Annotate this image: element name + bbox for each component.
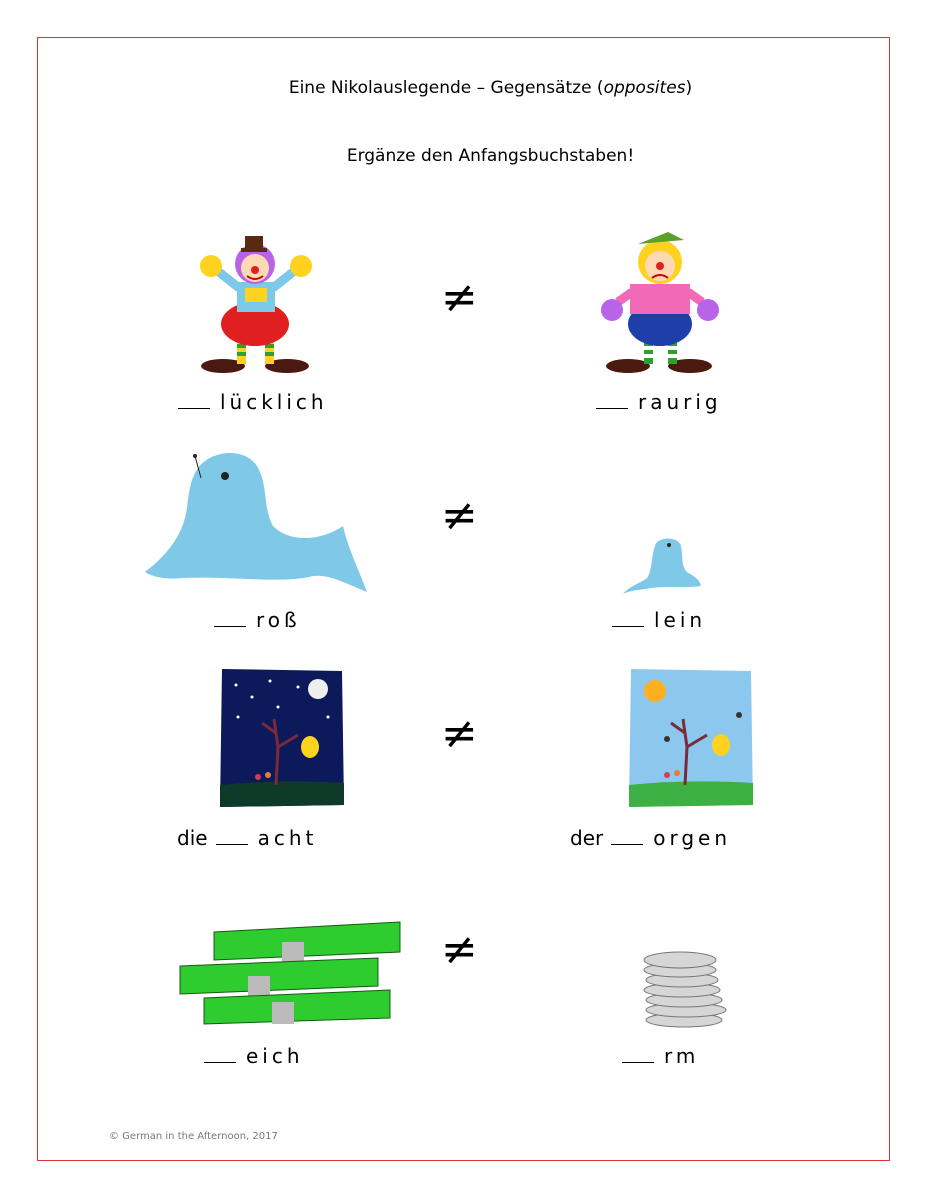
big-seal-image — [143, 448, 368, 594]
letter-blank[interactable] — [622, 1048, 654, 1063]
not-equal-symbol-3: ≠ — [441, 708, 478, 759]
word-left-3: die acht — [177, 826, 318, 850]
small-seal-image — [617, 536, 703, 594]
word-left-1: lücklich — [178, 390, 328, 414]
word-right-4: rm — [622, 1044, 699, 1068]
word-left-2: roß — [214, 608, 301, 632]
happy-clown-image — [195, 232, 320, 374]
night-scene-image — [218, 667, 346, 809]
letter-blank[interactable] — [216, 830, 248, 845]
word-left-4: eich — [204, 1044, 304, 1068]
coin-stack-image — [640, 950, 730, 1028]
word-right-3: der orgen — [570, 826, 732, 850]
letter-blank[interactable] — [612, 612, 644, 627]
letter-blank[interactable] — [214, 612, 246, 627]
page-title: Eine Nikolauslegende – Gegensätze (opposites) — [288, 78, 693, 98]
morning-scene-image — [627, 667, 755, 809]
money-stacks-image — [178, 920, 402, 1026]
letter-blank[interactable] — [204, 1048, 236, 1063]
not-equal-symbol-1: ≠ — [441, 272, 478, 323]
letter-blank[interactable] — [611, 830, 643, 845]
word-right-2: lein — [612, 608, 706, 632]
instruction-text: Ergänze den Anfangsbuchstaben! — [346, 146, 635, 166]
not-equal-symbol-4: ≠ — [441, 924, 478, 975]
word-right-1: raurig — [596, 390, 722, 414]
not-equal-symbol-2: ≠ — [441, 490, 478, 541]
copyright-footer: © German in the Afternoon, 2017 — [109, 1131, 278, 1142]
letter-blank[interactable] — [178, 394, 210, 409]
sad-clown-image — [598, 232, 723, 374]
letter-blank[interactable] — [596, 394, 628, 409]
page-border — [37, 37, 890, 1161]
